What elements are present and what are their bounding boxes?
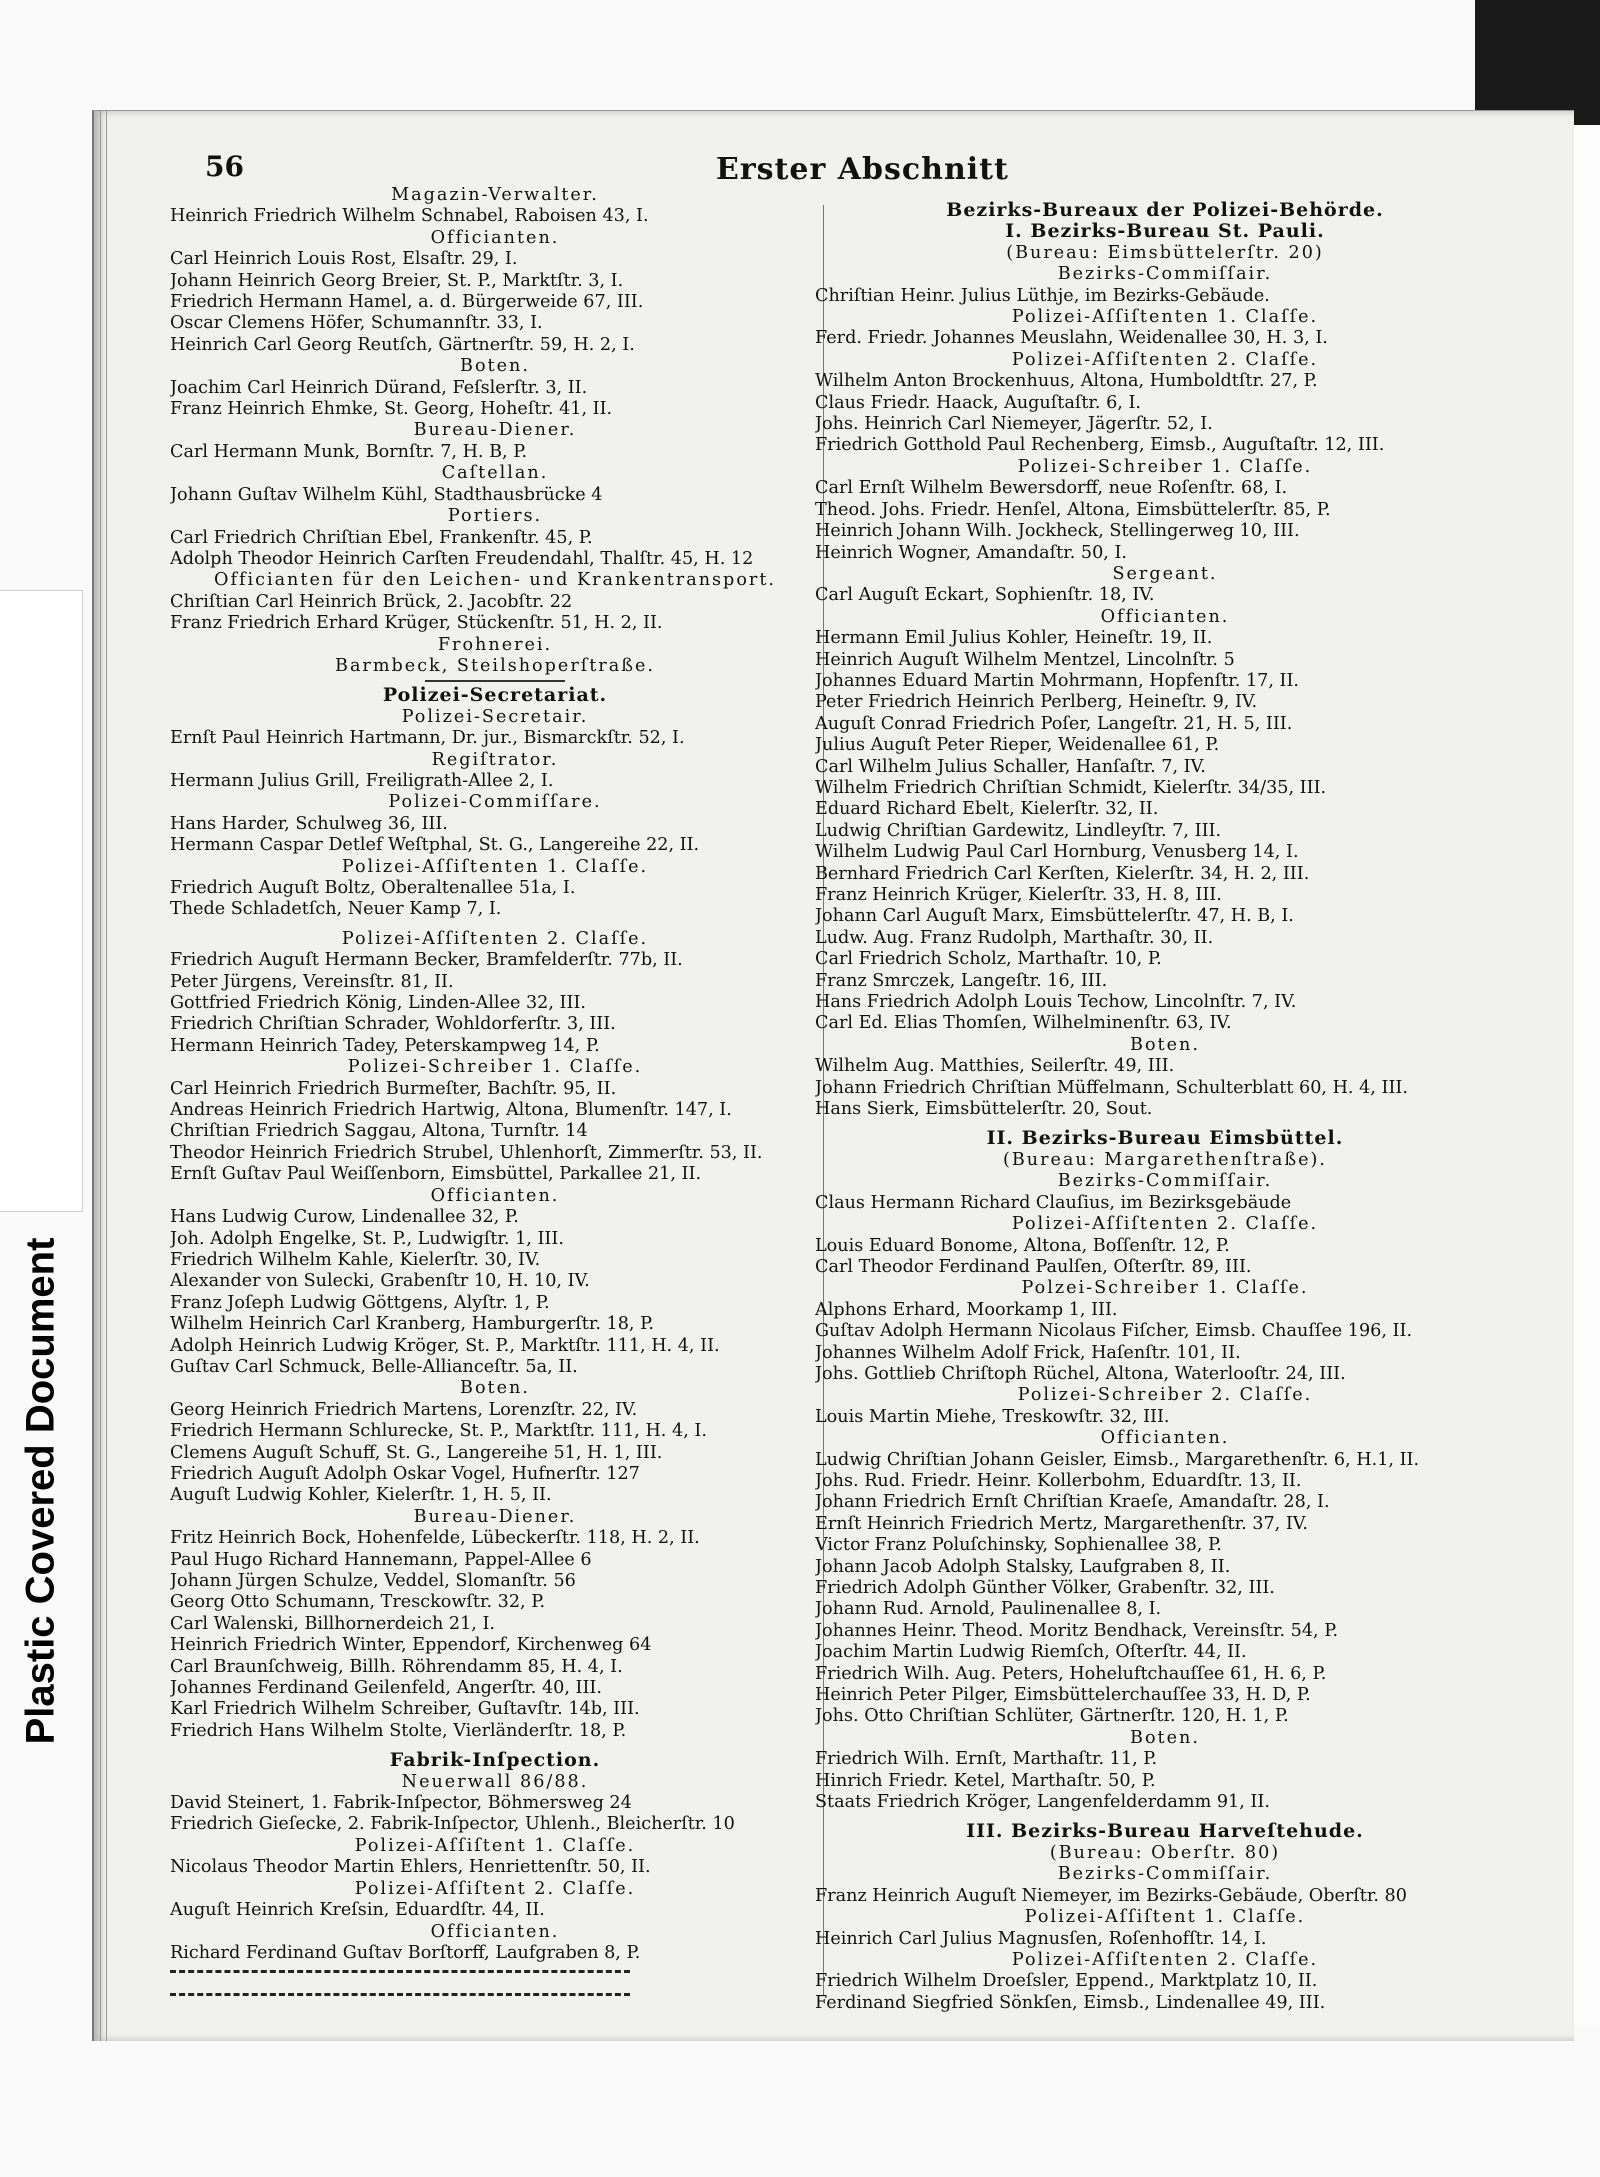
directory-entry: Guſtav Carl Schmuck, Belle-Allianceſtr. 5a, II. bbox=[170, 1356, 578, 1377]
directory-entry: Friedrich Gotthold Paul Rechenberg, Eimsb., Auguſtaſtr. 12, III. bbox=[815, 435, 1385, 456]
category-heading: Officianten. bbox=[1100, 1428, 1230, 1449]
directory-entry: Wilhelm Anton Brockenhuus, Altona, Humboldtſtr. 27, P. bbox=[815, 371, 1318, 392]
directory-entry: Friedrich Hans Wilhelm Stolte, Vierländerſtr. 18, P. bbox=[170, 1720, 627, 1741]
directory-entry: Carl Heinrich Louis Rost, Elsaſtr. 29, I. bbox=[170, 249, 518, 270]
directory-entry: Julius Auguſt Peter Rieper, Weidenallee 61, P. bbox=[815, 735, 1220, 756]
directory-entry: Karl Friedrich Wilhelm Schreiber, Guſtavſtr. 14b, III. bbox=[170, 1699, 640, 1720]
directory-entry: Claus Hermann Richard Clauſius, im Bezirksgebäude bbox=[815, 1192, 1292, 1213]
category-heading: Polizei-Schreiber 2. Claſſe. bbox=[1017, 1385, 1313, 1406]
directory-entry: Friedrich Hermann Schlurecke, St. P., Marktſtr. 111, H. 4, I. bbox=[170, 1421, 707, 1442]
directory-entry: Eduard Richard Ebelt, Kielerſtr. 32, II. bbox=[815, 799, 1159, 820]
directory-entry: Carl Wilhelm Julius Schaller, Hanſaſtr. 7, IV. bbox=[815, 756, 1206, 777]
category-heading: Magazin-Verwalter. bbox=[391, 185, 599, 205]
directory-entry: Friedrich Auguſt Adolph Oskar Vogel, Hufnerſtr. 127 bbox=[170, 1463, 640, 1484]
spacer bbox=[170, 1742, 820, 1750]
category-heading: Boten. bbox=[460, 1378, 530, 1399]
directory-entry: Nicolaus Theodor Martin Ehlers, Henriettenſtr. 50, II. bbox=[170, 1857, 651, 1878]
directory-entry: Peter Friedrich Heinrich Perlberg, Heineſtr. 9, IV. bbox=[815, 692, 1258, 713]
directory-entry: Clemens Auguſt Schuff, St. G., Langereihe 51, H. 1, III. bbox=[170, 1442, 663, 1463]
dashed-rule bbox=[170, 1970, 630, 1973]
directory-entry: Franz Friedrich Erhard Krüger, Stückenſtr. 51, H. 2, II. bbox=[170, 613, 663, 634]
directory-entry: Joh. Adolph Engelke, St. P., Ludwigſtr. 1, III. bbox=[170, 1228, 564, 1249]
category-heading: Polizei-Aſſiſtenten 1. Claſſe. bbox=[341, 856, 649, 877]
directory-entry: Heinrich Carl Julius Magnusſen, Roſenhofſtr. 14, I. bbox=[815, 1928, 1267, 1949]
directory-entry: Alexander von Sulecki, Grabenſtr 10, H. 10, IV. bbox=[170, 1271, 590, 1292]
directory-entry: Chriſtian Carl Heinrich Brück, 2. Jacobſtr. 22 bbox=[170, 591, 573, 612]
directory-entry: Georg Otto Schumann, Tresckowſtr. 32, P. bbox=[170, 1592, 546, 1613]
directory-entry: Gottfried Friedrich König, Linden-Allee 32, III. bbox=[170, 993, 586, 1014]
category-heading: Regiſtrator. bbox=[431, 749, 559, 770]
directory-entry: Johs. Otto Chriſtian Schlüter, Gärtnerſtr. 120, H. 1, P. bbox=[815, 1706, 1289, 1727]
directory-entry: Friedrich Auguſt Hermann Becker, Bramfelderſtr. 77b, II. bbox=[170, 950, 683, 971]
directory-entry: Carl Walenski, Billhornerdeich 21, I. bbox=[170, 1613, 495, 1634]
directory-entry: Johs. Heinrich Carl Niemeyer, Jägerſtr. 52, I. bbox=[815, 414, 1213, 435]
directory-entry: Wilhelm Friedrich Chriſtian Schmidt, Kielerſtr. 34/35, III. bbox=[815, 777, 1327, 798]
directory-entry: Carl Ernſt Wilhelm Bewersdorff, neue Roſenſtr. 68, I. bbox=[815, 478, 1288, 499]
directory-entry: Carl Hermann Munk, Bornſtr. 7, H. B, P. bbox=[170, 441, 528, 462]
directory-entry: Friedrich Wilhelm Droeſsler, Eppend., Marktplatz 10, II. bbox=[815, 1971, 1318, 1992]
category-heading: Neuerwall 86/88. bbox=[401, 1771, 589, 1792]
category-heading: Polizei-Aſſiſtent 2. Claſſe. bbox=[354, 1878, 636, 1899]
directory-entry: Johs. Gottlieb Chriſtoph Rüchel, Altona, Waterlooſtr. 24, III. bbox=[815, 1363, 1346, 1384]
directory-entry: Johann Friedrich Ernſt Chriſtian Kraeſe, Amandaſtr. 28, I. bbox=[815, 1492, 1330, 1513]
directory-entry: Guſtav Adolph Hermann Nicolaus Fiſcher, Eimsb. Chauſſee 196, II. bbox=[815, 1321, 1413, 1342]
right-column bbox=[815, 200, 1515, 2014]
directory-entry: Thede Schladetſch, Neuer Kamp 7, I. bbox=[170, 899, 502, 920]
directory-entry: Ludw. Aug. Franz Rudolph, Marthaſtr. 30, II. bbox=[815, 927, 1214, 948]
directory-entry: Heinrich Auguſt Wilhelm Mentzel, Lincolnſtr. 5 bbox=[815, 649, 1235, 670]
directory-entry: Heinrich Friedrich Wilhelm Schnabel, Raboisen 43, I. bbox=[170, 206, 649, 227]
category-heading: Polizei-Aſſiſtenten 1. Claſſe. bbox=[1011, 307, 1319, 328]
scan-dark-corner bbox=[1475, 0, 1600, 125]
directory-entry: Ferd. Friedr. Johannes Meuslahn, Weidenallee 30, H. 3, I. bbox=[815, 328, 1328, 349]
directory-entry: Auguſt Heinrich Kreſsin, Eduardſtr. 44, II. bbox=[170, 1900, 545, 1921]
directory-entry: Friedrich Chriſtian Schrader, Wohldorferſtr. 3, III. bbox=[170, 1014, 616, 1035]
directory-entry: Auguſt Ludwig Kohler, Kielerſtr. 1, H. 5, II. bbox=[170, 1485, 552, 1506]
left-column bbox=[170, 185, 820, 2002]
running-head: Erster Abschnitt bbox=[716, 152, 1009, 187]
directory-entry: Ludwig Chriſtian Gardewitz, Lindleyſtr. 7, III. bbox=[815, 820, 1222, 841]
directory-entry: Johann Rud. Arnold, Paulinenallee 8, I. bbox=[815, 1599, 1162, 1620]
directory-entry: Johann Guſtav Wilhelm Kühl, Stadthausbrücke 4 bbox=[170, 484, 603, 505]
directory-entry: Louis Martin Miehe, Treskowſtr. 32, III. bbox=[815, 1406, 1170, 1427]
directory-entry: Joachim Martin Ludwig Riemſch, Oſterſtr. 44, II. bbox=[815, 1642, 1247, 1663]
directory-entry: Louis Eduard Bonome, Altona, Boſſenſtr. 12, P. bbox=[815, 1235, 1230, 1256]
directory-entry: Fritz Heinrich Bock, Hohenfelde, Lübeckerſtr. 118, H. 2, II. bbox=[170, 1528, 700, 1549]
category-heading: Polzei-Schreiber 1. Claſſe. bbox=[1021, 1278, 1309, 1299]
directory-entry: Johs. Rud. Friedr. Heinr. Kollerbohm, Eduardſtr. 13, II. bbox=[815, 1470, 1302, 1491]
category-heading: Polizei-Secretair. bbox=[401, 706, 589, 727]
directory-entry: Friedrich Wilhelm Kahle, Kielerſtr. 30, IV. bbox=[170, 1249, 541, 1270]
directory-entry: Staats Friedrich Kröger, Langenfelderdamm 91, II. bbox=[815, 1792, 1270, 1813]
directory-entry: Wilhelm Aug. Matthies, Seilerſtr. 49, III. bbox=[815, 1056, 1175, 1077]
directory-entry: Hans Friedrich Adolph Louis Techow, Lincolnſtr. 7, IV. bbox=[815, 992, 1297, 1013]
directory-entry: Richard Ferdinand Guſtav Borſtorff, Laufgraben 8, P. bbox=[170, 1942, 641, 1963]
directory-entry: Ludwig Chriſtian Johann Geisler, Eimsb., Margarethenſtr. 6, H.1, II. bbox=[815, 1449, 1420, 1470]
category-heading: Officianten für den Leichen- und Krankentransport. bbox=[214, 570, 776, 591]
directory-entry: Heinrich Peter Pilger, Eimsbüttelerchauſſee 33, H. D, P. bbox=[815, 1685, 1311, 1706]
directory-entry: Carl Theodor Ferdinand Paulſen, Oſterſtr. 89, III. bbox=[815, 1256, 1252, 1277]
directory-entry: Johannes Eduard Martin Mohrmann, Hopfenſtr. 17, II. bbox=[815, 670, 1300, 691]
directory-entry: Oscar Clemens Höfer, Schumannſtr. 33, I. bbox=[170, 313, 543, 334]
spacer bbox=[815, 1813, 1515, 1821]
category-heading: (Bureau: Oberſtr. 80) bbox=[1049, 1842, 1281, 1863]
directory-entry: Carl Braunſchweig, Billh. Röhrendamm 85, H. 4, I. bbox=[170, 1656, 623, 1677]
section-heading: Bezirks-Bureaux der Polizei-Behörde. bbox=[946, 200, 1384, 221]
category-heading: Boten. bbox=[460, 356, 530, 377]
category-heading: Polizei-Aſſiſtenten 2. Claſſe. bbox=[1011, 1214, 1319, 1235]
category-heading: Bureau-Diener. bbox=[413, 420, 577, 441]
directory-entry: Georg Heinrich Friedrich Martens, Lorenzſtr. 22, IV. bbox=[170, 1399, 638, 1420]
directory-entry: Carl Heinrich Friedrich Burmeſter, Bachſtr. 95, II. bbox=[170, 1078, 617, 1099]
category-heading: Officianten. bbox=[430, 1921, 560, 1942]
directory-entry: Carl Auguſt Eckart, Sophienſtr. 18, IV. bbox=[815, 585, 1155, 606]
directory-entry: Theodor Heinrich Friedrich Strubel, Uhlenhorſt, Zimmerſtr. 53, II. bbox=[170, 1142, 763, 1163]
category-heading: Bezirks-Commiſſair. bbox=[1057, 1864, 1273, 1885]
category-heading: Officianten. bbox=[1100, 606, 1230, 627]
category-heading: Polizei-Aſſiſtenten 2. Claſſe. bbox=[1011, 1949, 1319, 1970]
directory-entry: Franz Heinrich Ehmke, St. Georg, Hoheſtr. 41, II. bbox=[170, 399, 613, 420]
category-heading: Officianten. bbox=[430, 227, 560, 248]
directory-entry: Johannes Heinr. Theod. Moritz Bendhack, Vereinsſtr. 54, P. bbox=[815, 1620, 1339, 1641]
section-heading: II. Bezirks-Bureau Eimsbüttel. bbox=[986, 1128, 1344, 1150]
category-heading: Polizei-Commiſſare. bbox=[388, 792, 602, 813]
spine-line bbox=[106, 111, 107, 2041]
directory-entry: Hans Sierk, Eimsbüttelerſtr. 20, Sout. bbox=[815, 1099, 1153, 1120]
directory-entry: Carl Ed. Elias Thomſen, Wilhelminenſtr. 63, IV. bbox=[815, 1013, 1232, 1034]
category-heading: Polizei-Schreiber 1. Claſſe. bbox=[1017, 456, 1313, 477]
directory-entry: Friedrich Gieſecke, 2. Fabrik-Inſpector, Uhlenh., Bleicherſtr. 10 bbox=[170, 1814, 735, 1835]
category-heading: Sergeant. bbox=[1112, 563, 1218, 584]
category-heading: (Bureau: Margarethenſtraße). bbox=[1002, 1149, 1328, 1170]
directory-entry: Heinrich Johann Wilh. Jockheck, Stellingerweg 10, III. bbox=[815, 521, 1300, 542]
spacer bbox=[815, 1120, 1515, 1128]
page-number: 56 bbox=[205, 150, 244, 183]
directory-entry: Hinrich Friedr. Ketel, Marthaſtr. 50, P. bbox=[815, 1770, 1156, 1791]
directory-entry: Wilhelm Heinrich Carl Kranberg, Hamburgerſtr. 18, P. bbox=[170, 1314, 654, 1335]
category-heading: Barmbeck, Steilshoperſtraße. bbox=[335, 655, 655, 676]
directory-entry: Paul Hugo Richard Hannemann, Pappel-Allee 6 bbox=[170, 1549, 592, 1570]
directory-entry: Peter Jürgens, Vereinsſtr. 81, II. bbox=[170, 971, 454, 992]
directory-entry: Ferdinand Siegfried Sönkſen, Eimsb., Lindenallee 49, III. bbox=[815, 1992, 1326, 2013]
category-heading: Polizei-Schreiber 1. Claſſe. bbox=[347, 1057, 643, 1078]
directory-entry: Chriſtian Heinr. Julius Lüthje, im Bezirks-Gebäude. bbox=[815, 285, 1270, 306]
category-heading: Polizei-Aſſiſtent 1. Claſſe. bbox=[1024, 1907, 1306, 1928]
directory-entry: Victor Franz Poluſchinsky, Sophienallee 38, P. bbox=[815, 1535, 1222, 1556]
directory-entry: Franz Smrczek, Langeſtr. 16, III. bbox=[815, 970, 1108, 991]
directory-entry: Adolph Theodor Heinrich Carſten Freudendahl, Thalſtr. 45, H. 12 bbox=[170, 548, 754, 569]
directory-entry: Franz Heinrich Auguſt Niemeyer, im Bezirks-Gebäude, Oberſtr. 80 bbox=[815, 1885, 1407, 1906]
directory-entry: Franz Heinrich Krüger, Kielerſtr. 33, H. 8, III. bbox=[815, 885, 1222, 905]
dashed-rule bbox=[170, 1993, 630, 1996]
directory-entry: Ernſt Heinrich Friedrich Mertz, Margarethenſtr. 37, IV. bbox=[815, 1513, 1309, 1534]
category-heading: Caſtellan. bbox=[441, 463, 549, 484]
directory-entry: Joachim Carl Heinrich Dürand, Feſslerſtr. 3, II. bbox=[170, 377, 588, 398]
directory-entry: Carl Friedrich Scholz, Marthaſtr. 10, P. bbox=[815, 949, 1162, 970]
directory-entry: Hermann Heinrich Tadey, Peterskampweg 14, P. bbox=[170, 1035, 600, 1056]
directory-entry: Hans Harder, Schulweg 36, III. bbox=[170, 813, 448, 834]
category-heading: Frohnerei. bbox=[437, 634, 553, 655]
directory-entry: Friedrich Auguſt Boltz, Oberaltenallee 51a, I. bbox=[170, 878, 576, 898]
directory-entry: Carl Friedrich Chriſtian Ebel, Frankenſtr. 45, P. bbox=[170, 527, 593, 548]
directory-entry: Ernſt Paul Heinrich Hartmann, Dr. jur., Bismarckſtr. 52, I. bbox=[170, 728, 685, 749]
category-heading: Boten. bbox=[1130, 1034, 1200, 1055]
spacer bbox=[170, 921, 820, 929]
section-heading: Fabrik-Inſpection. bbox=[389, 1750, 601, 1772]
directory-entry: Friedrich Hermann Hamel, a. d. Bürgerweide 67, III. bbox=[170, 292, 644, 313]
directory-entry: Heinrich Wogner, Amandaſtr. 50, I. bbox=[815, 542, 1127, 563]
plastic-covered-label bbox=[0, 590, 83, 1745]
category-heading: Polizei-Aſſiſtent 1. Claſſe. bbox=[354, 1835, 636, 1856]
category-heading: Bezirks-Commiſſair. bbox=[1057, 264, 1273, 285]
directory-entry: Hermann Caspar Detlef Weſtphal, St. G., Langereihe 22, II. bbox=[170, 835, 700, 856]
directory-entry: Hermann Julius Grill, Freiligrath-Allee 2, I. bbox=[170, 770, 554, 791]
directory-entry: Hans Ludwig Curow, Lindenallee 32, P. bbox=[170, 1207, 519, 1228]
category-heading: Bureau-Diener. bbox=[413, 1506, 577, 1527]
section-heading: III. Bezirks-Bureau Harveſtehude. bbox=[966, 1821, 1364, 1843]
category-heading: Polizei-Aſſiſtenten 2. Claſſe. bbox=[1011, 349, 1319, 370]
directory-entry: Bernhard Friedrich Carl Kerſten, Kielerſtr. 34, H. 2, III. bbox=[815, 863, 1310, 884]
directory-entry: Ernſt Guſtav Paul Weiſſenborn, Eimsbüttel, Parkallee 21, II. bbox=[170, 1164, 702, 1185]
directory-entry: Friedrich Wilh. Aug. Peters, Hoheluftchauſſee 61, H. 6, P. bbox=[815, 1663, 1327, 1684]
directory-entry: Johann Jürgen Schulze, Veddel, Slomanſtr. 56 bbox=[170, 1571, 576, 1591]
directory-entry: Johann Friedrich Chriſtian Müffelmann, Schulterblatt 60, H. 4, III. bbox=[815, 1077, 1408, 1098]
directory-entry: Auguſt Conrad Friedrich Poſer, Langeſtr. 21, H. 5, III. bbox=[815, 713, 1293, 734]
section-heading: I. Bezirks-Bureau St. Pauli. bbox=[1005, 221, 1325, 243]
section-rule bbox=[425, 680, 565, 682]
section-heading: Polizei-Secretariat. bbox=[382, 685, 608, 707]
directory-entry: Chriſtian Friedrich Saggau, Altona, Turnſtr. 14 bbox=[170, 1121, 588, 1142]
directory-entry: Johann Carl Auguſt Marx, Eimsbüttelerſtr. 47, H. B, I. bbox=[815, 906, 1294, 927]
plastic-covered-label-text: Plastic Covered Document bbox=[18, 1237, 63, 1745]
directory-entry: Johannes Wilhelm Adolf Frick, Haſenſtr. 101, II. bbox=[815, 1342, 1241, 1363]
spacer bbox=[170, 1979, 820, 1987]
directory-entry: Heinrich Carl Georg Reutſch, Gärtnerſtr. 59, H. 2, I. bbox=[170, 334, 635, 355]
directory-entry: Johannes Ferdinand Geilenfeld, Angerſtr. 40, III. bbox=[170, 1678, 602, 1699]
directory-entry: Hermann Emil Julius Kohler, Heineſtr. 19, II. bbox=[815, 628, 1213, 649]
category-heading: (Bureau: Eimsbüttelerſtr. 20) bbox=[1006, 242, 1324, 263]
directory-entry: David Steinert, 1. Fabrik-Inſpector, Böhmersweg 24 bbox=[170, 1793, 632, 1814]
directory-entry: Heinrich Friedrich Winter, Eppendorf, Kirchenweg 64 bbox=[170, 1635, 652, 1656]
spine-line bbox=[100, 111, 101, 2041]
category-heading: Boten. bbox=[1130, 1727, 1200, 1748]
directory-entry: Andreas Heinrich Friedrich Hartwig, Altona, Blumenſtr. 147, I. bbox=[170, 1100, 732, 1121]
directory-entry: Wilhelm Ludwig Paul Carl Hornburg, Venusberg 14, I. bbox=[815, 842, 1299, 863]
category-heading: Polizei-Aſſiſtenten 2. Claſſe. bbox=[341, 928, 649, 949]
category-heading: Officianten. bbox=[430, 1185, 560, 1206]
directory-entry: Alphons Erhard, Moorkamp 1, III. bbox=[815, 1299, 1118, 1320]
directory-entry: Theod. Johs. Friedr. Henſel, Altona, Eimsbüttelerſtr. 85, P. bbox=[815, 499, 1331, 520]
directory-entry: Franz Joſeph Ludwig Göttgens, Alyſtr. 1, P. bbox=[170, 1292, 550, 1313]
directory-entry: Claus Friedr. Haack, Auguſtaſtr. 6, I. bbox=[815, 392, 1141, 413]
directory-entry: Friedrich Wilh. Ernſt, Marthaſtr. 11, P. bbox=[815, 1749, 1158, 1770]
directory-entry: Friedrich Adolph Günther Völker, Grabenſtr. 32, III. bbox=[815, 1578, 1275, 1598]
category-heading: Bezirks-Commiſſair. bbox=[1057, 1171, 1273, 1192]
directory-entry: Johann Heinrich Georg Breier, St. P., Marktſtr. 3, I. bbox=[170, 270, 624, 291]
directory-entry: Adolph Heinrich Ludwig Kröger, St. P., Marktſtr. 111, H. 4, II. bbox=[170, 1335, 720, 1356]
category-heading: Portiers. bbox=[447, 506, 543, 527]
directory-entry: Johann Jacob Adolph Stalsky, Laufgraben 8, II. bbox=[815, 1556, 1231, 1577]
